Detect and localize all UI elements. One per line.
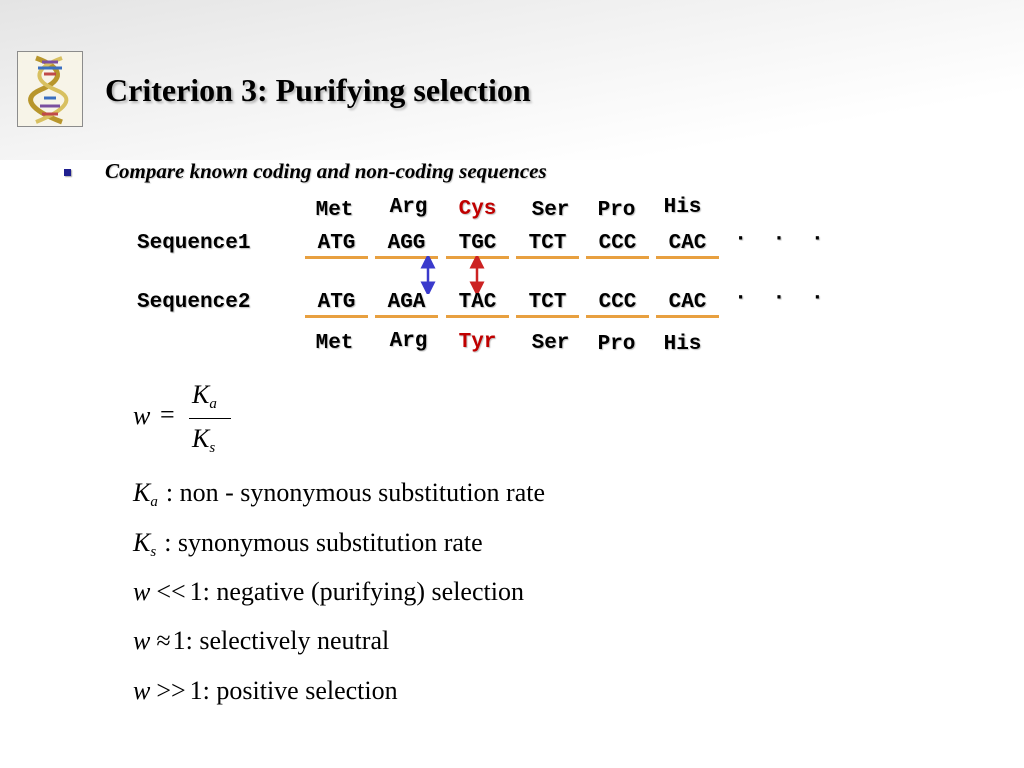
aa-bottom-5: Pro xyxy=(597,333,636,356)
formula-lhs: w xyxy=(133,401,151,430)
seq1-underline-5 xyxy=(586,256,649,259)
seq2-underline-1 xyxy=(305,315,368,318)
aa-bottom-1: Met xyxy=(315,332,354,355)
seq2-ellipsis: · · · xyxy=(734,285,831,310)
seq2-codon-3: TAC xyxy=(458,291,497,314)
seq1-codon-3: TGC xyxy=(458,232,497,255)
dna-logo xyxy=(17,51,83,127)
seq1-underline-1 xyxy=(305,256,368,259)
seq2-label: Sequence2 xyxy=(137,291,251,314)
aa-bottom-4: Ser xyxy=(531,332,570,355)
aa-bottom-3: Tyr xyxy=(458,331,497,354)
formula-equals: = xyxy=(160,400,175,429)
bullet-text: Compare known coding and non-coding sequences xyxy=(105,159,547,183)
definition-positive-selection: w >> 1: positive selection xyxy=(133,676,398,705)
definition-ks: $K_s$ : synonymous substitution rate xyxy=(133,528,483,560)
slide-title: Criterion 3: Purifying selection xyxy=(105,72,531,108)
definition-neutral: w ≈1: selectively neutral xyxy=(133,626,390,655)
seq2-codon-1: ATG xyxy=(317,291,356,314)
aa-top-4: Ser xyxy=(531,199,570,222)
formula-denominator: $K_s$ xyxy=(192,424,216,456)
aa-top-1: Met xyxy=(315,199,354,222)
aa-top-3: Cys xyxy=(458,198,497,221)
aa-top-6: His xyxy=(663,196,702,219)
dna-helix-icon xyxy=(18,52,82,126)
formula-numerator: $K_a$ xyxy=(192,380,217,412)
fraction-bar xyxy=(189,418,231,419)
synonymous-arrow-icon xyxy=(418,256,438,294)
seq1-codon-1: ATG xyxy=(317,232,356,255)
seq2-underline-3 xyxy=(446,315,509,318)
bullet-marker xyxy=(64,169,71,176)
aa-top-5: Pro xyxy=(597,199,636,222)
aa-bottom-2: Arg xyxy=(389,330,428,353)
seq2-codon-2: AGA xyxy=(387,291,426,314)
aa-top-2: Arg xyxy=(389,196,428,219)
seq2-codon-4: TCT xyxy=(528,291,567,314)
seq1-underline-4 xyxy=(516,256,579,259)
definition-ka: $K_a$ : non - synonymous substitution rate xyxy=(133,478,546,510)
seq1-ellipsis: · · · xyxy=(734,226,831,251)
seq2-underline-2 xyxy=(375,315,438,318)
seq1-underline-6 xyxy=(656,256,719,259)
seq1-codon-2: AGG xyxy=(387,232,426,255)
aa-bottom-6: His xyxy=(663,333,702,356)
seq1-codon-4: TCT xyxy=(528,232,567,255)
definition-negative-selection: w << 1: negative (purifying) selection xyxy=(133,577,524,606)
seq2-underline-6 xyxy=(656,315,719,318)
seq2-codon-5: CCC xyxy=(598,291,637,314)
seq2-underline-5 xyxy=(586,315,649,318)
seq2-underline-4 xyxy=(516,315,579,318)
seq1-codon-6: CAC xyxy=(668,232,707,255)
seq1-codon-5: CCC xyxy=(598,232,637,255)
seq2-codon-6: CAC xyxy=(668,291,707,314)
seq1-label: Sequence1 xyxy=(137,232,251,255)
nonsynonymous-arrow-icon xyxy=(467,256,487,294)
